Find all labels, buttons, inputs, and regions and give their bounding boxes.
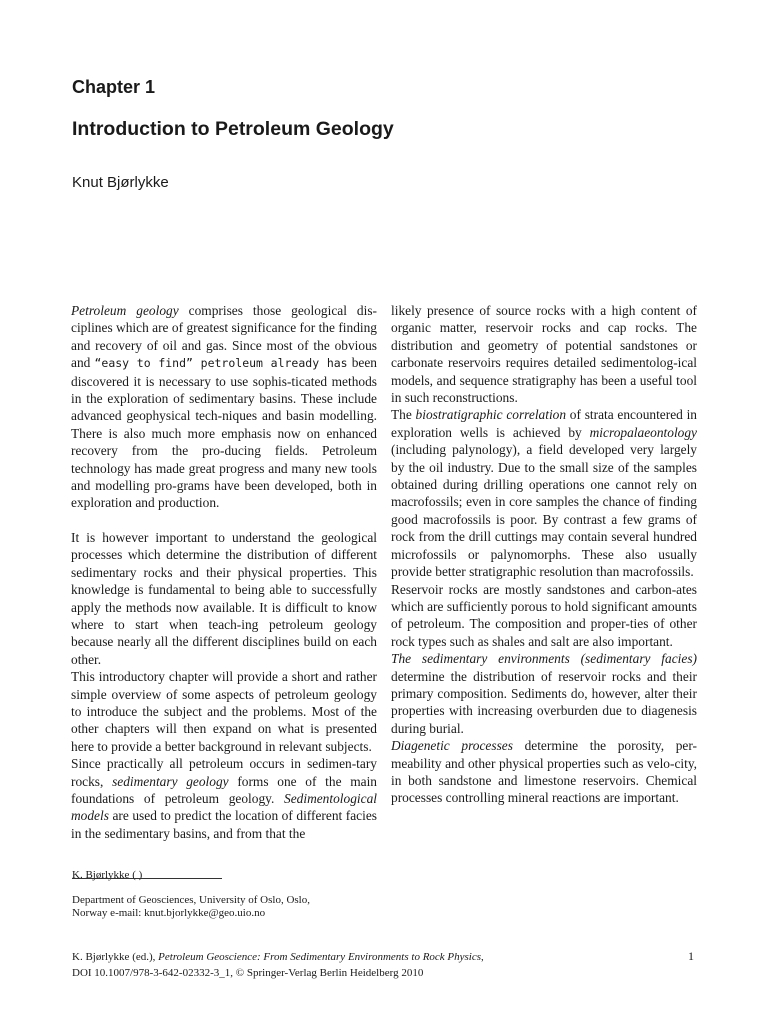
paragraph: It is however important to understand the geological processes which determine the distribution of different sedimentary rocks and their physical properties. This knowledge is fundamental to being able to successfully apply the methods now available. It is difficult to know where to start when teach-ing petroleum geology because nearly all the different disciplines build on each other. — [71, 529, 377, 667]
paragraph: Reservoir rocks are mostly sandstones and carbon-ates which are sufficiently porous to hold significant amounts of petroleum. The composition and proper-ties of other rock types such as shales and salt are also important. — [391, 581, 697, 649]
chapter-label: Chapter 1 — [72, 77, 156, 97]
emphasis-term: Petroleum geology — [71, 303, 179, 318]
paragraph-text: been discovered it is necessary to use sophis-ticated methods in the exploration of sedimentary basins. These include advanced geophysical tech-niques and basin modelling. There is also much more emphasis now on enhanced recovery from the pro-ducing fields. Petroleum technology has made great progress and many new tools and modelling pro-grams have been developed, both in exploration and production. — [71, 355, 377, 511]
page-number: 1 — [688, 949, 694, 963]
paragraph: This introductory chapter will provide a short and rather simple overview of some aspects of petroleum geology to introduce the subject and the problems. Most of the other chapters will then expand on what is presented here to provide a better background in relevant subjects. — [71, 669, 377, 754]
quoted-phrase: “easy to find” petroleum already has — [94, 356, 348, 371]
emphasis-term: sedimentary geology — [112, 773, 229, 789]
paragraph — [71, 302, 377, 512]
affiliation-block — [72, 894, 392, 920]
footnote-divider — [72, 878, 222, 879]
doi-line: DOI 10.1007/978-3-642-02332-3_1, © Springer-Verlag Berlin Heidelberg 2010 — [72, 967, 424, 979]
emphasis-term: biostratigraphic correlation — [415, 407, 567, 423]
book-title: Petroleum Geoscience: From Sedimentary Environments to Rock Physics — [158, 951, 482, 963]
paragraph-text: determine the porosity, per-meability and other physical properties such as velo-city, in both sandstone and limestone reservoirs. Chemical processes controlling mineral reactions are important. — [391, 738, 697, 806]
author-name: Knut Bjørlykke — [72, 174, 169, 191]
paragraph-text: determine the distribution of reservoir rocks and their primary composition. Sediments do, however, alter their properties with increasing overburden due to diagenesis during burial. — [391, 668, 697, 736]
affiliation-author: K. Bjørlykke ( ) — [72, 869, 143, 881]
affiliation-email-line: Norway e-mail: knut.bjorlykke@geo.uio.no — [72, 907, 266, 919]
paragraph-text: The — [391, 407, 416, 423]
paragraph — [391, 737, 697, 807]
citation-text: K. Bjørlykke (ed.), — [72, 951, 159, 963]
paragraph-text: forms one of the main foundations of petroleum geology. — [71, 773, 377, 806]
citation-text: , — [481, 951, 484, 963]
paragraph — [391, 650, 697, 737]
right-column — [391, 302, 697, 807]
paragraph-text: of strata encountered in exploration wells is achieved by — [391, 407, 697, 440]
paragraph-text: comprises those geological dis-ciplines which are of greatest significance for the finding and recovery of oil and gas. Since most of the obvious and — [71, 303, 377, 371]
paragraph-text: (including palynology), a field developed very largely by the oil industry. Due to the small size of the samples obtained during drilling operations one cannot rely on macrofossils; even in core samples the chance of finding good macrofossils is poor. By contrast a few grams of rock from the drill cuttings may contain several hundred microfossils or palynomorphs. These also usually provide better stratigraphic resolution than macrofossils. — [391, 442, 697, 580]
paragraph-text: Since practically all petroleum occurs in sedimen-tary rocks, — [71, 756, 377, 789]
paragraph — [71, 755, 377, 842]
emphasis-term: Diagenetic processes — [391, 738, 513, 754]
emphasis-term: The sedimentary environments (sedimentary facies) — [391, 651, 697, 667]
left-column — [71, 302, 377, 842]
chapter-title: Introduction to Petroleum Geology — [72, 118, 394, 140]
emphasis-term: micropalaeontology — [589, 424, 697, 440]
paragraph — [391, 406, 697, 580]
citation-footer — [72, 949, 632, 981]
affiliation-line: Department of Geosciences, University of Oslo, Oslo, — [72, 894, 310, 906]
paragraph-text: are used to predict the location of different facies in the sedimentary basins, and from that the — [71, 808, 377, 841]
citation-line — [72, 949, 632, 965]
paragraph: likely presence of source rocks with a high content of organic matter, reservoir rocks and cap rocks. The distribution and geometry of potential sandstones or carbonate reservoirs requires detailed sedimentolog-ical models, and sequence stratigraphy has been a useful tool in such reconstructions. — [391, 303, 697, 406]
emphasis-term: Sedimentological models — [71, 790, 377, 824]
